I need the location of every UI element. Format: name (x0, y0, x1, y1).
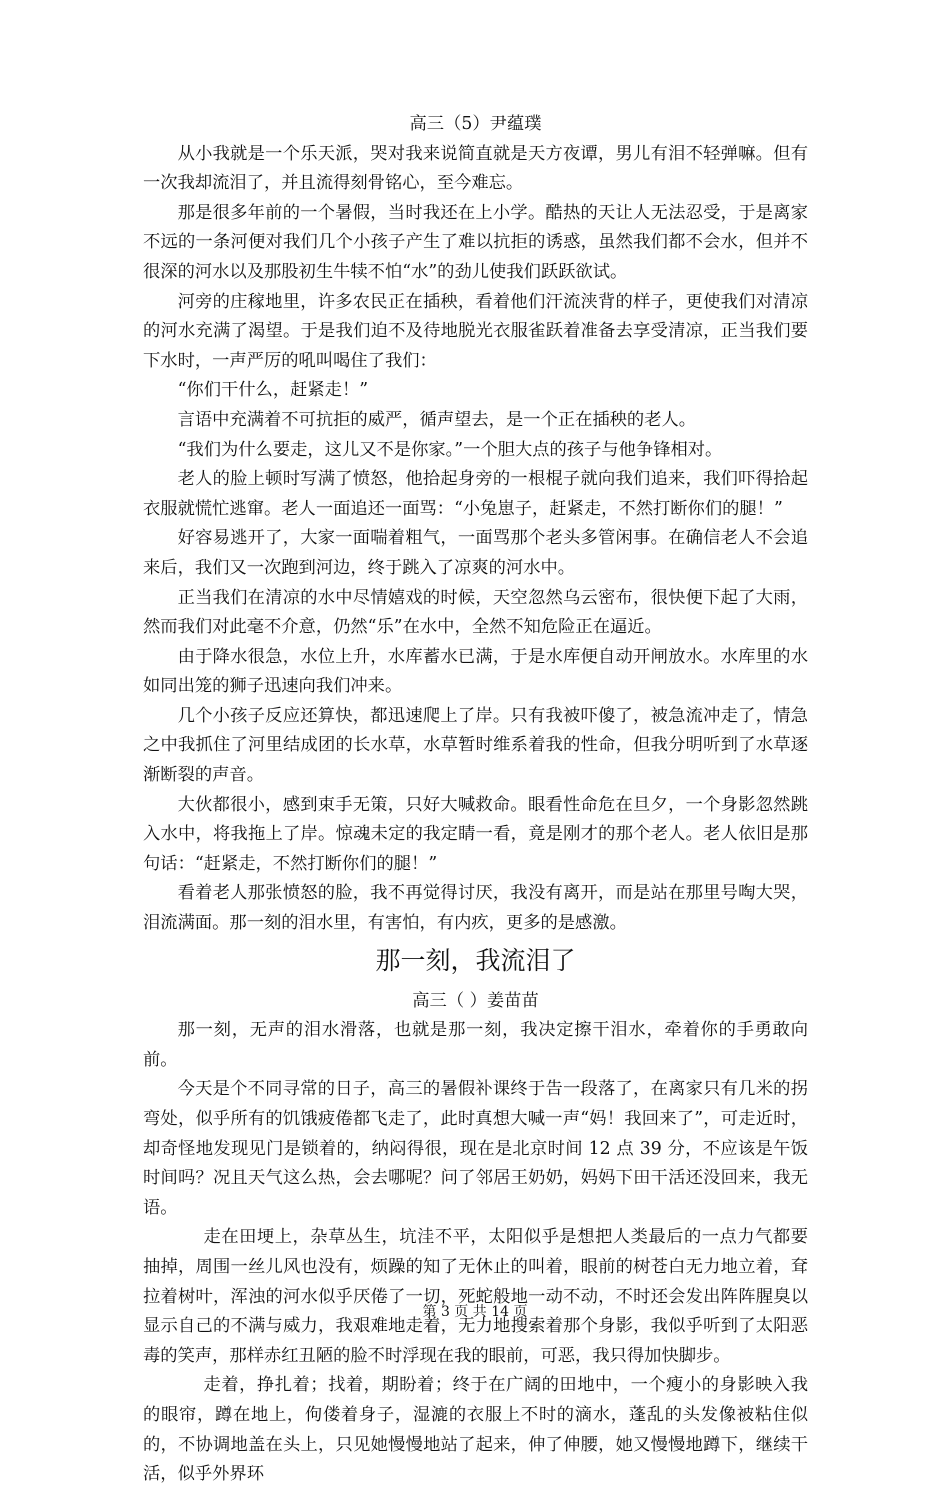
story1-paragraph: 几个小孩子反应还算快，都迅速爬上了岸。只有我被吓傻了，被急流冲走了，情急之中我抓住了河里结成团的长水草，水草暂时维系着我的性命，但我分明听到了水草逐渐断裂的声音。 (143, 705, 808, 786)
story1-body (143, 140, 808, 939)
story2-paragraph: 走在田埂上，杂草丛生，坑洼不平，太阳似乎是想把人类最后的一点力气都要抽掉，周围一丝儿风也没有，烦躁的知了无休止的叫着，眼前的树苍白无力地立着，耷拉着树叶，浑浊的河水似乎厌倦了一切，死蛇般地一动不动，不时还会发出阵阵腥臭以显示自己的不满与威力，我艰难地走着，无力地搜索着那个身影，我似乎听到了太阳恶毒的笑声，那样赤红丑陋的脸不时浮现在我的眼前，可恶，我只得加快脚步。 (143, 1227, 808, 1366)
story1-paragraph: 大伙都很小，感到束手无策，只好大喊救命。眼看性命危在旦夕，一个身影忽然跳入水中，将我拖上了岸。惊魂未定的我定睛一看，竟是刚才的那个老人。老人依旧是那句话：“赶紧走，不然打断你们的腿！” (143, 794, 808, 874)
story1-paragraph: 好容易逃开了，大家一面喘着粗气，一面骂那个老头多管闲事。在确信老人不会追来后，我们又一次跑到河边，终于跳入了凉爽的河水中。 (143, 528, 808, 578)
story1-paragraph: 看着老人那张愤怒的脸，我不再觉得讨厌，我没有离开，而是站在那里号啕大哭，泪流满面。那一刻的泪水里，有害怕，有内疚，更多的是感激。 (143, 883, 808, 934)
story1-paragraph: 言语中充满着不可抗拒的威严，循声望去，是一个正在插秧的老人。 (177, 409, 697, 430)
page-footer: 第 3 页 共 14 页 (422, 1304, 528, 1320)
story1-paragraph: “你们干什么，赶紧走！” (177, 380, 369, 401)
story2-title: 那一刻，我流泪了 (375, 945, 576, 975)
story1-author: 高三（5）尹蕴璞 (409, 114, 542, 134)
story1-paragraph: 由于降水很急，水位上升，水库蓄水已满，于是水库便自动开闸放水。水库里的水如同出笼的狮子迅速向我们冲来。 (143, 646, 808, 697)
story2-paragraph: 那一刻，无声的泪水滑落，也就是那一刻，我决定擦干泪水，牵着你的手勇敢向前。 (143, 1020, 808, 1070)
story2-paragraph: 今天是个不同寻常的日子，高三的暑假补课终于告一段落了，在离家只有几米的拐弯处，似乎所有的饥饿疲倦都飞走了，此时真想大喊一声“妈！我回来了”，可走近时，却奇怪地发现见门是锁着的，纳闷得很，现在是北京时间 12 点 39 分，不应该是午饭时间吗？况且天气这么热，会去哪呢？问了邻居王奶奶，妈妈下田干活还没回来，我无语。 (143, 1079, 808, 1218)
story1-paragraph: 河旁的庄稼地里，许多农民正在插秧，看着他们汗流浃背的样子，更使我们对清凉的河水充满了渴望。于是我们迫不及待地脱光衣服雀跃着准备去享受清凉，正当我们要下水时，一声严厉的吼叫喝住了我们： (143, 291, 808, 371)
story1-paragraph: “我们为什么要走，这儿又不是你家。”一个胆大点的孩子与他争锋相对。 (177, 439, 723, 460)
story2-body (143, 1016, 808, 1490)
story2-paragraph: 走着，挣扎着；找着，期盼着；终于在广阔的田地中，一个瘦小的身影映入我的眼帘，蹲在地上，佝偻着身子，湿漉的衣服上不时的滴水，蓬乱的头发像被粘住似的，不协调地盖在头上，只见她慢慢地站了起来，伸了伸腰，她又慢慢地蹲下，继续干活，似乎外界环 (143, 1375, 808, 1485)
story1-paragraph: 那是很多年前的一个暑假，当时我还在上小学。酷热的天让人无法忍受，于是离家不远的一条河便对我们几个小孩子产生了难以抗拒的诱惑，虽然我们都不会水，但并不很深的河水以及那股初生牛犊不怕“水”的劲儿使我们跃跃欲试。 (143, 202, 808, 282)
story1-paragraph: 正当我们在清凉的水中尽情嬉戏的时候，天空忽然乌云密布，很快便下起了大雨，然而我们对此毫不介意，仍然“乐”在水中，全然不知危险正在逼近。 (143, 587, 808, 638)
page-content (143, 110, 808, 1490)
story2-author: 高三（ ）姜苗苗 (412, 990, 539, 1011)
story1-paragraph: 从小我就是一个乐天派，哭对我来说简直就是天方夜谭，男儿有泪不轻弹嘛。但有一次我却流泪了，并且流得刻骨铭心，至今难忘。 (143, 143, 808, 194)
story1-paragraph: 老人的脸上顿时写满了愤怒，他拾起身旁的一根棍子就向我们追来，我们吓得拾起衣服就慌忙逃窜。老人一面追还一面骂：“小兔崽子，赶紧走，不然打断你们的腿！” (143, 469, 808, 519)
